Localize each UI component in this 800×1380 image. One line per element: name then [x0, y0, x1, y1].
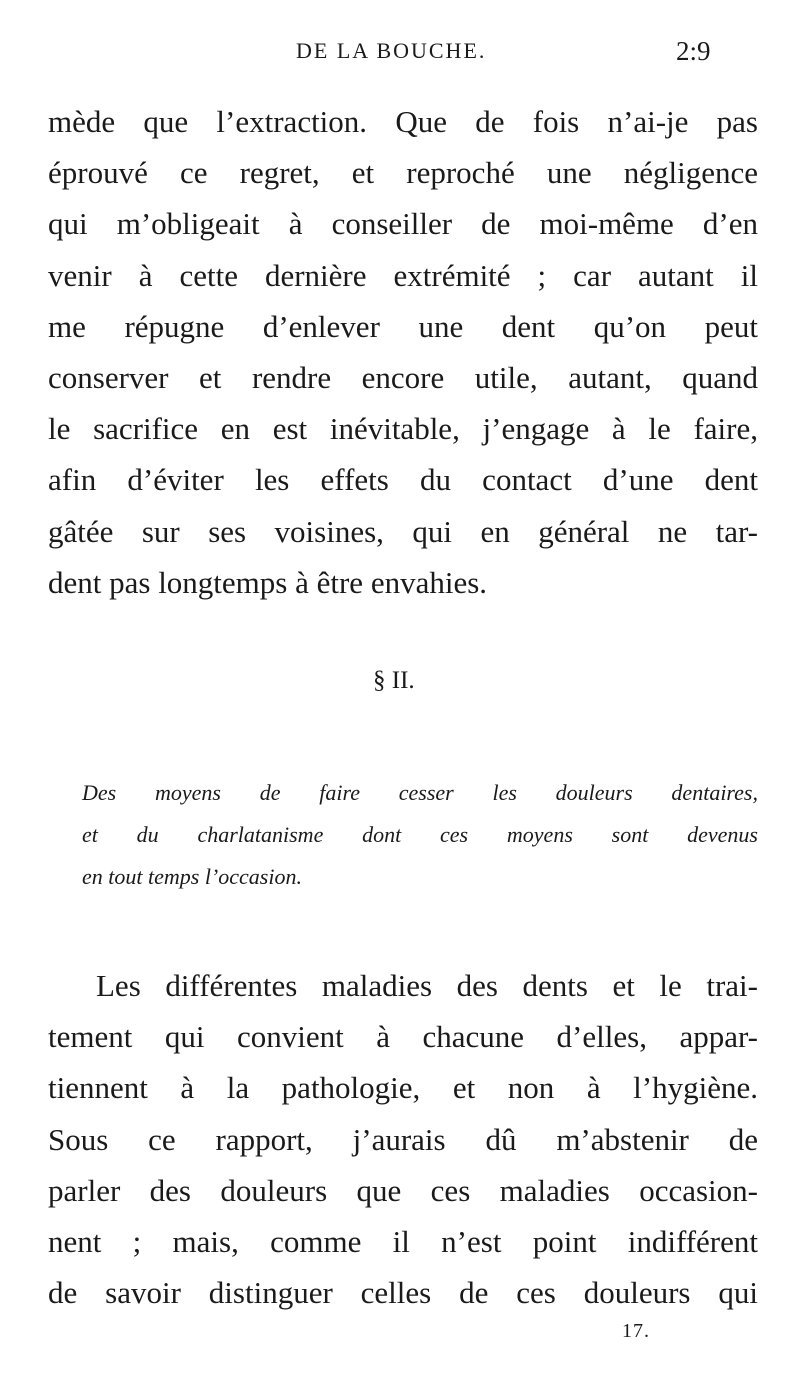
signature-mark: 17.: [622, 1320, 650, 1342]
text-line: venir à cette dernière extrémité ; car autant il: [48, 257, 758, 293]
text-line: qui m’obligeait à conseiller de moi-même d’en: [48, 206, 758, 242]
text-line: Les différentes maladies des dents et le trai-: [96, 968, 758, 1003]
heading-line: Des moyens de faire cesser les douleurs dentaires,: [82, 780, 758, 805]
text-line: Sous ce rapport, j’aurais dû m’abstenir de: [48, 1121, 758, 1157]
section-heading: [82, 772, 758, 898]
section-mark: § II.: [373, 667, 415, 694]
text-line: éprouvé ce regret, et reproché une négligence: [48, 155, 758, 191]
text-line: afin d’éviter les effets du contact d’une dent: [48, 462, 758, 498]
page-number: 2:9: [676, 36, 711, 66]
paragraph-1: [48, 96, 758, 608]
text-line: le sacrifice en est inévitable, j’engage à le faire,: [48, 411, 758, 447]
paragraph-2: [48, 960, 758, 1318]
heading-line: et du charlatanisme dont ces moyens sont devenus: [82, 822, 758, 847]
text-line: conserver et rendre encore utile, autant, quand: [48, 359, 758, 395]
text-line: tement qui convient à chacune d’elles, appar-: [48, 1019, 758, 1055]
text-line: tiennent à la pathologie, et non à l’hygiène.: [48, 1070, 758, 1106]
text-line: de savoir distinguer celles de ces douleurs qui: [48, 1275, 758, 1311]
text-line: me répugne d’enlever une dent qu’on peut: [48, 308, 758, 344]
heading-line: en tout temps l’occasion.: [82, 864, 302, 889]
running-title: DE LA BOUCHE.: [296, 38, 487, 63]
text-line: mède que l’extraction. Que de fois n’ai-je pas: [48, 104, 758, 139]
text-line: dent pas longtemps à être envahies.: [48, 564, 488, 600]
text-line: parler des douleurs que ces maladies occasion-: [48, 1172, 758, 1208]
text-line: gâtée sur ses voisines, qui en général ne tar-: [48, 513, 758, 549]
text-line: nent ; mais, comme il n’est point indifférent: [48, 1223, 758, 1259]
